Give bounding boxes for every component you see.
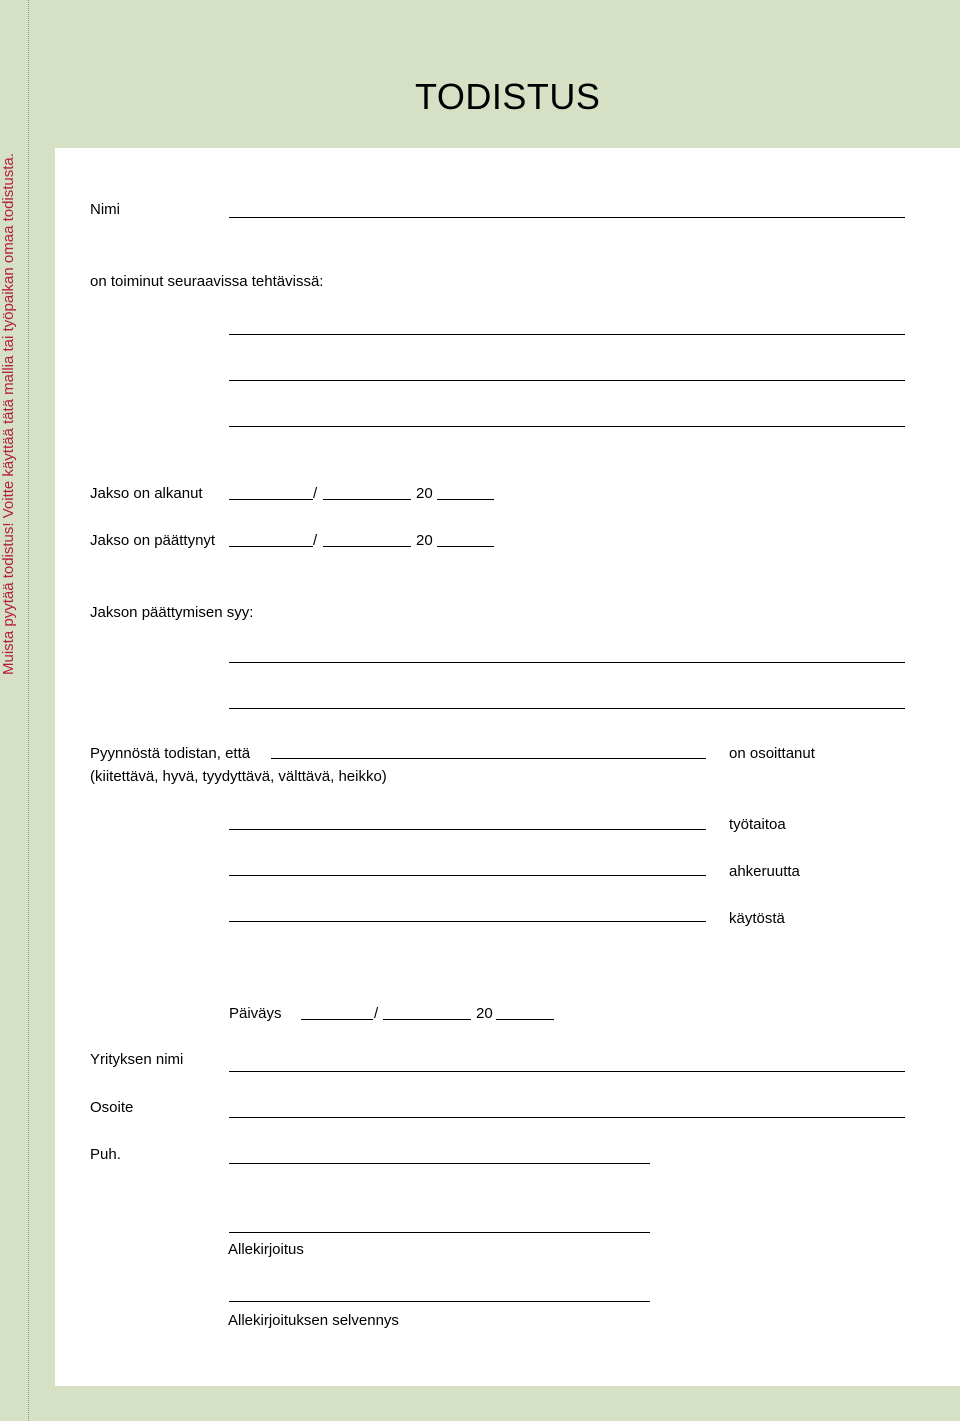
showed-label: on osoittanut [729, 745, 815, 762]
reason-label: Jakson päättymisen syy: [90, 604, 254, 621]
end-year-field[interactable] [437, 546, 494, 547]
address-field[interactable] [229, 1117, 905, 1118]
behavior-label: käytöstä [729, 910, 785, 927]
company-field[interactable] [229, 1071, 905, 1072]
date-day-field[interactable] [301, 1019, 373, 1020]
diligence-label: ahkeruutta [729, 863, 800, 880]
date-month-field[interactable] [383, 1019, 471, 1020]
phone-field[interactable] [229, 1163, 650, 1164]
end-label: Jakso on päättynyt [90, 532, 216, 549]
start-day-field[interactable] [229, 499, 313, 500]
date-year-prefix: 20 [476, 1005, 493, 1022]
start-year-prefix: 20 [416, 485, 433, 502]
start-year-field[interactable] [437, 499, 494, 500]
date-slash: / [374, 1005, 379, 1022]
grade-field[interactable] [271, 758, 706, 759]
date-label: Päiväys [229, 1005, 282, 1022]
end-day-field[interactable] [229, 546, 313, 547]
request-label: Pyynnöstä todistan, että [90, 745, 251, 762]
scale-hint: (kiitettävä, hyvä, tyydyttävä, välttävä, heikko) [90, 768, 387, 785]
diligence-grade-field[interactable] [229, 875, 706, 876]
name-label: Nimi [90, 201, 120, 218]
signature-label: Allekirjoitus [228, 1241, 304, 1258]
start-month-field[interactable] [323, 499, 411, 500]
side-reminder: Muista pyytää todistus! Voitte käyttää tätä mallia tai työpaikan omaa todistusta. [0, 153, 17, 675]
skill-label: työtaitoa [729, 816, 786, 833]
end-slash: / [313, 532, 318, 549]
end-year-prefix: 20 [416, 532, 433, 549]
task-field-2[interactable] [229, 380, 905, 381]
tasks-label: on toiminut seuraavissa tehtävissä: [90, 273, 324, 290]
company-label: Yrityksen nimi [90, 1051, 184, 1068]
skill-grade-field[interactable] [229, 829, 706, 830]
task-field-1[interactable] [229, 334, 905, 335]
name-field[interactable] [229, 217, 905, 218]
page-title: TODISTUS [415, 76, 601, 117]
cut-guide-line [28, 0, 29, 1421]
task-field-3[interactable] [229, 426, 905, 427]
signature-field[interactable] [229, 1232, 650, 1233]
phone-label: Puh. [90, 1146, 121, 1163]
clarification-field[interactable] [229, 1301, 650, 1302]
reason-field-1[interactable] [229, 662, 905, 663]
clarification-label: Allekirjoituksen selvennys [228, 1312, 399, 1329]
start-label: Jakso on alkanut [90, 485, 203, 502]
form-panel [55, 148, 960, 1386]
behavior-grade-field[interactable] [229, 921, 706, 922]
end-month-field[interactable] [323, 546, 411, 547]
date-year-field[interactable] [496, 1019, 554, 1020]
address-label: Osoite [90, 1099, 134, 1116]
reason-field-2[interactable] [229, 708, 905, 709]
start-slash: / [313, 485, 318, 502]
